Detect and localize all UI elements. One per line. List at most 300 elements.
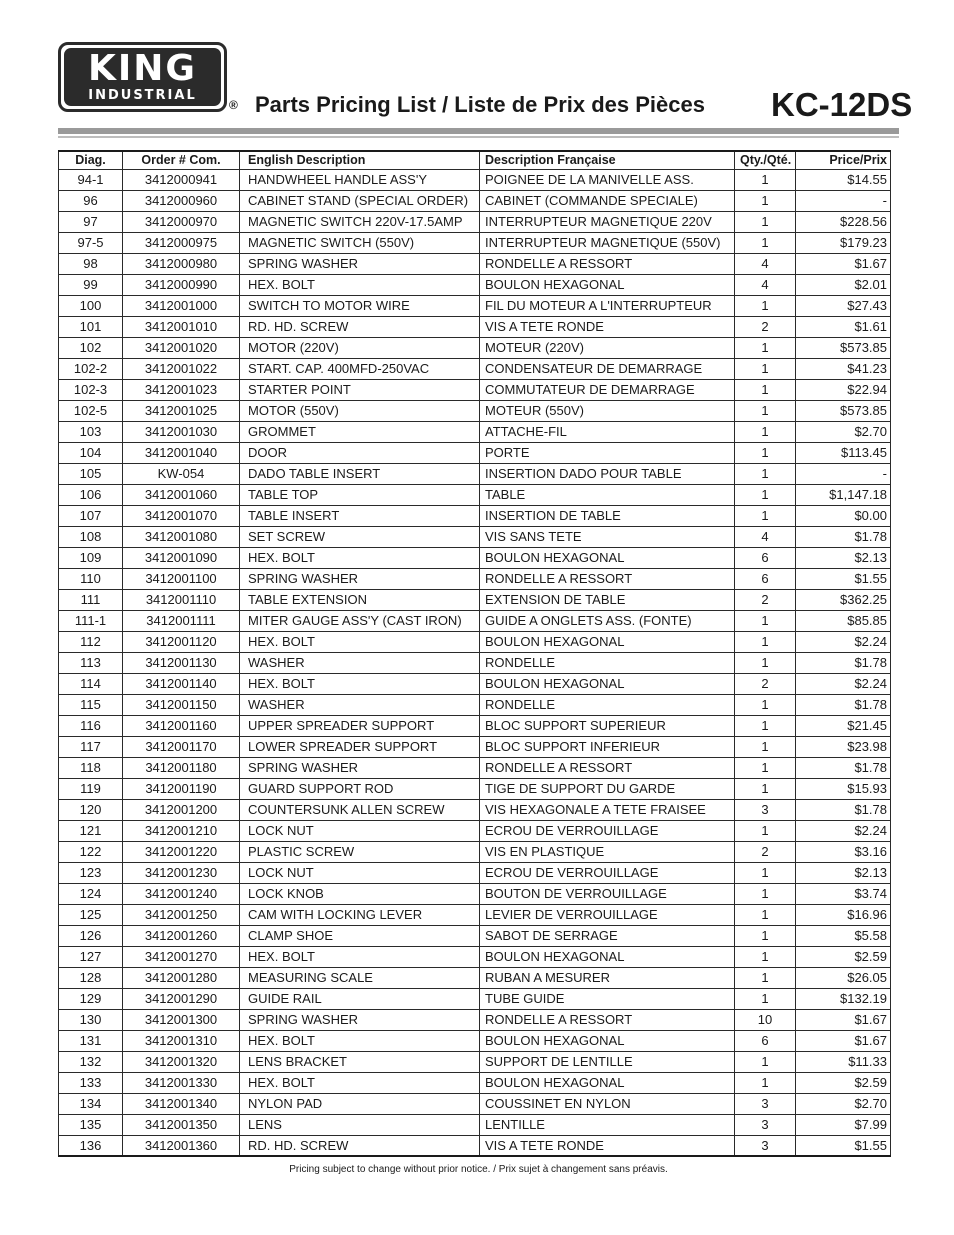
cell-english-description: LENS bbox=[240, 1114, 480, 1135]
cell-english-description: LOCK KNOB bbox=[240, 883, 480, 904]
cell-diag: 102-2 bbox=[59, 358, 123, 379]
table-row bbox=[59, 736, 891, 757]
cell-french-description: INSERTION DADO POUR TABLE bbox=[480, 463, 735, 484]
cell-order-number: 3412001290 bbox=[123, 988, 240, 1009]
cell-order-number: 3412001022 bbox=[123, 358, 240, 379]
cell-english-description: MEASURING SCALE bbox=[240, 967, 480, 988]
cell-order-number: 3412000960 bbox=[123, 190, 240, 211]
cell-quantity: 1 bbox=[735, 904, 796, 925]
cell-order-number: 3412001100 bbox=[123, 568, 240, 589]
cell-quantity: 1 bbox=[735, 505, 796, 526]
table-row bbox=[59, 904, 891, 925]
cell-french-description: RONDELLE A RESSORT bbox=[480, 568, 735, 589]
cell-order-number: KW-054 bbox=[123, 463, 240, 484]
cell-diag: 122 bbox=[59, 841, 123, 862]
cell-order-number: 3412001170 bbox=[123, 736, 240, 757]
cell-order-number: 3412001320 bbox=[123, 1051, 240, 1072]
logo-subtitle: INDUSTRIAL bbox=[88, 88, 197, 103]
cell-order-number: 3412001030 bbox=[123, 421, 240, 442]
cell-french-description: RONDELLE A RESSORT bbox=[480, 757, 735, 778]
cell-order-number: 3412001160 bbox=[123, 715, 240, 736]
cell-french-description: ECROU DE VERROUILLAGE bbox=[480, 820, 735, 841]
table-row bbox=[59, 883, 891, 904]
cell-diag: 134 bbox=[59, 1093, 123, 1114]
cell-quantity: 6 bbox=[735, 547, 796, 568]
table-row bbox=[59, 967, 891, 988]
cell-quantity: 1 bbox=[735, 715, 796, 736]
cell-order-number: 3412001080 bbox=[123, 526, 240, 547]
cell-diag: 101 bbox=[59, 316, 123, 337]
table-row bbox=[59, 232, 891, 253]
table-row bbox=[59, 757, 891, 778]
cell-diag: 116 bbox=[59, 715, 123, 736]
cell-price: $2.59 bbox=[796, 946, 891, 967]
cell-french-description: BOULON HEXAGONAL bbox=[480, 547, 735, 568]
cell-french-description: BLOC SUPPORT INFERIEUR bbox=[480, 736, 735, 757]
cell-english-description: DOOR bbox=[240, 442, 480, 463]
cell-price: $1.78 bbox=[796, 757, 891, 778]
cell-french-description: INTERRUPTEUR MAGNETIQUE (550V) bbox=[480, 232, 735, 253]
cell-price: $2.24 bbox=[796, 820, 891, 841]
cell-english-description: SPRING WASHER bbox=[240, 253, 480, 274]
cell-price: $1.78 bbox=[796, 799, 891, 820]
cell-price: $1.78 bbox=[796, 694, 891, 715]
cell-diag: 132 bbox=[59, 1051, 123, 1072]
cell-english-description: CLAMP SHOE bbox=[240, 925, 480, 946]
cell-quantity: 1 bbox=[735, 337, 796, 358]
cell-order-number: 3412001360 bbox=[123, 1135, 240, 1156]
cell-french-description: INSERTION DE TABLE bbox=[480, 505, 735, 526]
cell-english-description: LOCK NUT bbox=[240, 862, 480, 883]
cell-price: $22.94 bbox=[796, 379, 891, 400]
cell-french-description: COUSSINET EN NYLON bbox=[480, 1093, 735, 1114]
model-number: KC-12DS bbox=[771, 86, 913, 123]
cell-diag: 117 bbox=[59, 736, 123, 757]
table-row bbox=[59, 337, 891, 358]
cell-diag: 114 bbox=[59, 673, 123, 694]
cell-diag: 109 bbox=[59, 547, 123, 568]
table-row bbox=[59, 1072, 891, 1093]
cell-quantity: 1 bbox=[735, 463, 796, 484]
cell-order-number: 3412001000 bbox=[123, 295, 240, 316]
cell-price: - bbox=[796, 190, 891, 211]
cell-order-number: 3412001350 bbox=[123, 1114, 240, 1135]
cell-french-description: CONDENSATEUR DE DEMARRAGE bbox=[480, 358, 735, 379]
cell-diag: 102-5 bbox=[59, 400, 123, 421]
cell-quantity: 4 bbox=[735, 526, 796, 547]
cell-french-description: BOULON HEXAGONAL bbox=[480, 1030, 735, 1051]
cell-price: $7.99 bbox=[796, 1114, 891, 1135]
col-header-qty: Qty./Qté. bbox=[735, 151, 796, 169]
table-row bbox=[59, 421, 891, 442]
cell-diag: 104 bbox=[59, 442, 123, 463]
cell-quantity: 3 bbox=[735, 1114, 796, 1135]
cell-english-description: LOCK NUT bbox=[240, 820, 480, 841]
cell-french-description: GUIDE A ONGLETS ASS. (FONTE) bbox=[480, 610, 735, 631]
cell-french-description: MOTEUR (550V) bbox=[480, 400, 735, 421]
cell-order-number: 3412001260 bbox=[123, 925, 240, 946]
col-header-price: Price/Prix bbox=[796, 151, 891, 169]
table-row bbox=[59, 463, 891, 484]
cell-quantity: 1 bbox=[735, 484, 796, 505]
cell-english-description: TABLE EXTENSION bbox=[240, 589, 480, 610]
cell-diag: 113 bbox=[59, 652, 123, 673]
cell-quantity: 3 bbox=[735, 799, 796, 820]
cell-english-description: TABLE INSERT bbox=[240, 505, 480, 526]
cell-order-number: 3412001060 bbox=[123, 484, 240, 505]
table-row bbox=[59, 358, 891, 379]
cell-french-description: TABLE bbox=[480, 484, 735, 505]
cell-order-number: 3412001190 bbox=[123, 778, 240, 799]
cell-english-description: NYLON PAD bbox=[240, 1093, 480, 1114]
cell-french-description: BOULON HEXAGONAL bbox=[480, 631, 735, 652]
header-rule bbox=[58, 128, 899, 134]
table-row bbox=[59, 190, 891, 211]
cell-order-number: 3412001130 bbox=[123, 652, 240, 673]
col-header-diag: Diag. bbox=[59, 151, 123, 169]
table-row bbox=[59, 694, 891, 715]
cell-diag: 102 bbox=[59, 337, 123, 358]
cell-english-description: RD. HD. SCREW bbox=[240, 1135, 480, 1156]
cell-french-description: BLOC SUPPORT SUPERIEUR bbox=[480, 715, 735, 736]
cell-english-description: SWITCH TO MOTOR WIRE bbox=[240, 295, 480, 316]
cell-price: $1.55 bbox=[796, 1135, 891, 1156]
cell-order-number: 3412000990 bbox=[123, 274, 240, 295]
cell-price: $573.85 bbox=[796, 337, 891, 358]
cell-price: $0.00 bbox=[796, 505, 891, 526]
cell-french-description: BOULON HEXAGONAL bbox=[480, 274, 735, 295]
cell-quantity: 1 bbox=[735, 169, 796, 190]
cell-price: $23.98 bbox=[796, 736, 891, 757]
cell-french-description: VIS HEXAGONALE A TETE FRAISEE bbox=[480, 799, 735, 820]
table-row bbox=[59, 526, 891, 547]
table-row bbox=[59, 1135, 891, 1156]
cell-price: $1.55 bbox=[796, 568, 891, 589]
cell-english-description: STARTER POINT bbox=[240, 379, 480, 400]
registered-mark: ® bbox=[229, 98, 238, 112]
cell-order-number: 3412001310 bbox=[123, 1030, 240, 1051]
cell-french-description: EXTENSION DE TABLE bbox=[480, 589, 735, 610]
cell-order-number: 3412001210 bbox=[123, 820, 240, 841]
cell-english-description: WASHER bbox=[240, 694, 480, 715]
table-row bbox=[59, 820, 891, 841]
cell-quantity: 1 bbox=[735, 631, 796, 652]
cell-quantity: 2 bbox=[735, 316, 796, 337]
table-row bbox=[59, 547, 891, 568]
cell-price: $2.24 bbox=[796, 631, 891, 652]
cell-quantity: 1 bbox=[735, 736, 796, 757]
cell-quantity: 4 bbox=[735, 253, 796, 274]
cell-order-number: 3412001270 bbox=[123, 946, 240, 967]
table-row bbox=[59, 631, 891, 652]
cell-french-description: RONDELLE A RESSORT bbox=[480, 1009, 735, 1030]
cell-english-description: HEX. BOLT bbox=[240, 631, 480, 652]
table-row bbox=[59, 778, 891, 799]
cell-french-description: SABOT DE SERRAGE bbox=[480, 925, 735, 946]
cell-quantity: 2 bbox=[735, 841, 796, 862]
table-row bbox=[59, 841, 891, 862]
cell-english-description: HEX. BOLT bbox=[240, 946, 480, 967]
cell-diag: 99 bbox=[59, 274, 123, 295]
cell-price: $2.70 bbox=[796, 421, 891, 442]
cell-french-description: INTERRUPTEUR MAGNETIQUE 220V bbox=[480, 211, 735, 232]
table-row bbox=[59, 610, 891, 631]
cell-diag: 124 bbox=[59, 883, 123, 904]
cell-french-description: ECROU DE VERROUILLAGE bbox=[480, 862, 735, 883]
table-row bbox=[59, 1030, 891, 1051]
cell-order-number: 3412000941 bbox=[123, 169, 240, 190]
cell-french-description: TIGE DE SUPPORT DU GARDE bbox=[480, 778, 735, 799]
cell-english-description: GUIDE RAIL bbox=[240, 988, 480, 1009]
cell-quantity: 10 bbox=[735, 1009, 796, 1030]
cell-order-number: 3412001230 bbox=[123, 862, 240, 883]
cell-english-description: START. CAP. 400MFD-250VAC bbox=[240, 358, 480, 379]
table-row bbox=[59, 1051, 891, 1072]
table-row bbox=[59, 715, 891, 736]
cell-diag: 96 bbox=[59, 190, 123, 211]
cell-order-number: 3412001300 bbox=[123, 1009, 240, 1030]
cell-price: $3.74 bbox=[796, 883, 891, 904]
cell-diag: 97 bbox=[59, 211, 123, 232]
cell-price: $5.58 bbox=[796, 925, 891, 946]
cell-english-description: WASHER bbox=[240, 652, 480, 673]
cell-diag: 97-5 bbox=[59, 232, 123, 253]
cell-quantity: 1 bbox=[735, 421, 796, 442]
cell-english-description: HEX. BOLT bbox=[240, 673, 480, 694]
cell-quantity: 1 bbox=[735, 379, 796, 400]
cell-diag: 136 bbox=[59, 1135, 123, 1156]
cell-price: $15.93 bbox=[796, 778, 891, 799]
cell-price: $27.43 bbox=[796, 295, 891, 316]
cell-order-number: 3412001023 bbox=[123, 379, 240, 400]
cell-diag: 118 bbox=[59, 757, 123, 778]
cell-order-number: 3412000975 bbox=[123, 232, 240, 253]
cell-french-description: SUPPORT DE LENTILLE bbox=[480, 1051, 735, 1072]
cell-price: $113.45 bbox=[796, 442, 891, 463]
table-row bbox=[59, 274, 891, 295]
cell-quantity: 1 bbox=[735, 946, 796, 967]
cell-diag: 107 bbox=[59, 505, 123, 526]
cell-price: $2.24 bbox=[796, 673, 891, 694]
cell-quantity: 4 bbox=[735, 274, 796, 295]
table-row bbox=[59, 316, 891, 337]
cell-diag: 115 bbox=[59, 694, 123, 715]
cell-english-description: GUARD SUPPORT ROD bbox=[240, 778, 480, 799]
table-row bbox=[59, 925, 891, 946]
cell-price: $41.23 bbox=[796, 358, 891, 379]
cell-diag: 98 bbox=[59, 253, 123, 274]
cell-diag: 103 bbox=[59, 421, 123, 442]
cell-diag: 100 bbox=[59, 295, 123, 316]
parts-table-body bbox=[59, 169, 891, 1156]
cell-order-number: 3412001200 bbox=[123, 799, 240, 820]
cell-price: $16.96 bbox=[796, 904, 891, 925]
cell-diag: 102-3 bbox=[59, 379, 123, 400]
cell-french-description: BOULON HEXAGONAL bbox=[480, 673, 735, 694]
cell-order-number: 3412001240 bbox=[123, 883, 240, 904]
table-header-row bbox=[59, 151, 891, 169]
cell-french-description: BOUTON DE VERROUILLAGE bbox=[480, 883, 735, 904]
cell-diag: 112 bbox=[59, 631, 123, 652]
table-row bbox=[59, 946, 891, 967]
cell-diag: 126 bbox=[59, 925, 123, 946]
cell-order-number: 3412001280 bbox=[123, 967, 240, 988]
table-row bbox=[59, 442, 891, 463]
cell-english-description: CAM WITH LOCKING LEVER bbox=[240, 904, 480, 925]
cell-price: $2.59 bbox=[796, 1072, 891, 1093]
cell-english-description: SET SCREW bbox=[240, 526, 480, 547]
cell-quantity: 1 bbox=[735, 442, 796, 463]
cell-english-description: MAGNETIC SWITCH 220V-17.5AMP bbox=[240, 211, 480, 232]
col-header-order: Order # Com. bbox=[123, 151, 240, 169]
cell-quantity: 1 bbox=[735, 757, 796, 778]
cell-french-description: RONDELLE A RESSORT bbox=[480, 253, 735, 274]
cell-order-number: 3412001180 bbox=[123, 757, 240, 778]
cell-english-description: COUNTERSUNK ALLEN SCREW bbox=[240, 799, 480, 820]
cell-english-description: SPRING WASHER bbox=[240, 757, 480, 778]
cell-order-number: 3412001111 bbox=[123, 610, 240, 631]
cell-quantity: 1 bbox=[735, 862, 796, 883]
cell-order-number: 3412000970 bbox=[123, 211, 240, 232]
table-row bbox=[59, 169, 891, 190]
cell-english-description: SPRING WASHER bbox=[240, 1009, 480, 1030]
cell-quantity: 1 bbox=[735, 925, 796, 946]
cell-french-description: RONDELLE bbox=[480, 652, 735, 673]
cell-order-number: 3412001150 bbox=[123, 694, 240, 715]
table-row bbox=[59, 652, 891, 673]
cell-english-description: GROMMET bbox=[240, 421, 480, 442]
cell-price: $2.13 bbox=[796, 547, 891, 568]
cell-french-description: FIL DU MOTEUR A L'INTERRUPTEUR bbox=[480, 295, 735, 316]
cell-french-description: RUBAN A MESURER bbox=[480, 967, 735, 988]
cell-english-description: HEX. BOLT bbox=[240, 1030, 480, 1051]
cell-diag: 125 bbox=[59, 904, 123, 925]
table-row bbox=[59, 379, 891, 400]
cell-english-description: LOWER SPREADER SUPPORT bbox=[240, 736, 480, 757]
cell-order-number: 3412001340 bbox=[123, 1093, 240, 1114]
table-row bbox=[59, 253, 891, 274]
cell-quantity: 3 bbox=[735, 1093, 796, 1114]
cell-french-description: VIS EN PLASTIQUE bbox=[480, 841, 735, 862]
cell-quantity: 1 bbox=[735, 295, 796, 316]
cell-price: $26.05 bbox=[796, 967, 891, 988]
cell-french-description: COMMUTATEUR DE DEMARRAGE bbox=[480, 379, 735, 400]
table-row bbox=[59, 673, 891, 694]
cell-french-description: POIGNEE DE LA MANIVELLE ASS. bbox=[480, 169, 735, 190]
col-header-english: English Description bbox=[240, 151, 480, 169]
cell-diag: 127 bbox=[59, 946, 123, 967]
cell-quantity: 1 bbox=[735, 988, 796, 1009]
cell-order-number: 3412001010 bbox=[123, 316, 240, 337]
cell-price: $3.16 bbox=[796, 841, 891, 862]
cell-order-number: 3412001330 bbox=[123, 1072, 240, 1093]
header-rule-thin bbox=[58, 136, 899, 138]
cell-english-description: UPPER SPREADER SUPPORT bbox=[240, 715, 480, 736]
cell-price: $85.85 bbox=[796, 610, 891, 631]
cell-quantity: 1 bbox=[735, 211, 796, 232]
cell-price: $2.01 bbox=[796, 274, 891, 295]
cell-price: $228.56 bbox=[796, 211, 891, 232]
cell-quantity: 2 bbox=[735, 589, 796, 610]
cell-quantity: 1 bbox=[735, 1072, 796, 1093]
cell-diag: 121 bbox=[59, 820, 123, 841]
cell-quantity: 1 bbox=[735, 610, 796, 631]
cell-french-description: VIS A TETE RONDE bbox=[480, 1135, 735, 1156]
table-row bbox=[59, 400, 891, 421]
cell-price: $14.55 bbox=[796, 169, 891, 190]
cell-quantity: 1 bbox=[735, 232, 796, 253]
cell-diag: 111 bbox=[59, 589, 123, 610]
cell-order-number: 3412001090 bbox=[123, 547, 240, 568]
cell-order-number: 3412001120 bbox=[123, 631, 240, 652]
cell-diag: 128 bbox=[59, 967, 123, 988]
cell-diag: 120 bbox=[59, 799, 123, 820]
page-title: Parts Pricing List / Liste de Prix des Pièces bbox=[255, 92, 705, 117]
cell-french-description: VIS SANS TETE bbox=[480, 526, 735, 547]
cell-french-description: ATTACHE-FIL bbox=[480, 421, 735, 442]
table-row bbox=[59, 988, 891, 1009]
cell-english-description: MITER GAUGE ASS'Y (CAST IRON) bbox=[240, 610, 480, 631]
cell-quantity: 1 bbox=[735, 694, 796, 715]
cell-english-description: CABINET STAND (SPECIAL ORDER) bbox=[240, 190, 480, 211]
cell-french-description: PORTE bbox=[480, 442, 735, 463]
cell-english-description: PLASTIC SCREW bbox=[240, 841, 480, 862]
cell-quantity: 3 bbox=[735, 1135, 796, 1156]
cell-english-description: HANDWHEEL HANDLE ASS'Y bbox=[240, 169, 480, 190]
cell-english-description: TABLE TOP bbox=[240, 484, 480, 505]
table-row bbox=[59, 295, 891, 316]
logo-plate bbox=[64, 48, 221, 106]
brand-logo bbox=[58, 42, 227, 112]
parts-table bbox=[58, 150, 891, 1157]
cell-french-description: VIS A TETE RONDE bbox=[480, 316, 735, 337]
cell-french-description: CABINET (COMMANDE SPECIALE) bbox=[480, 190, 735, 211]
cell-price: $2.13 bbox=[796, 862, 891, 883]
table-row bbox=[59, 1114, 891, 1135]
cell-order-number: 3412001020 bbox=[123, 337, 240, 358]
cell-order-number: 3412001250 bbox=[123, 904, 240, 925]
cell-order-number: 3412001220 bbox=[123, 841, 240, 862]
pricing-footnote: Pricing subject to change without prior notice. / Prix sujet à changement sans préavis. bbox=[289, 1164, 668, 1175]
cell-quantity: 1 bbox=[735, 967, 796, 988]
cell-french-description: MOTEUR (220V) bbox=[480, 337, 735, 358]
cell-quantity: 1 bbox=[735, 358, 796, 379]
cell-diag: 119 bbox=[59, 778, 123, 799]
cell-diag: 133 bbox=[59, 1072, 123, 1093]
cell-price: $1.67 bbox=[796, 253, 891, 274]
cell-diag: 106 bbox=[59, 484, 123, 505]
cell-order-number: 3412001140 bbox=[123, 673, 240, 694]
table-row bbox=[59, 589, 891, 610]
cell-order-number: 3412001070 bbox=[123, 505, 240, 526]
cell-price: $179.23 bbox=[796, 232, 891, 253]
cell-quantity: 2 bbox=[735, 673, 796, 694]
cell-price: $132.19 bbox=[796, 988, 891, 1009]
cell-english-description: DADO TABLE INSERT bbox=[240, 463, 480, 484]
cell-quantity: 1 bbox=[735, 400, 796, 421]
cell-diag: 111-1 bbox=[59, 610, 123, 631]
cell-quantity: 1 bbox=[735, 1051, 796, 1072]
cell-diag: 131 bbox=[59, 1030, 123, 1051]
cell-english-description: HEX. BOLT bbox=[240, 1072, 480, 1093]
cell-quantity: 1 bbox=[735, 190, 796, 211]
cell-price: $2.70 bbox=[796, 1093, 891, 1114]
logo-wordmark: KING bbox=[88, 48, 197, 89]
cell-diag: 105 bbox=[59, 463, 123, 484]
cell-price: $1.78 bbox=[796, 526, 891, 547]
cell-diag: 129 bbox=[59, 988, 123, 1009]
cell-price: $21.45 bbox=[796, 715, 891, 736]
